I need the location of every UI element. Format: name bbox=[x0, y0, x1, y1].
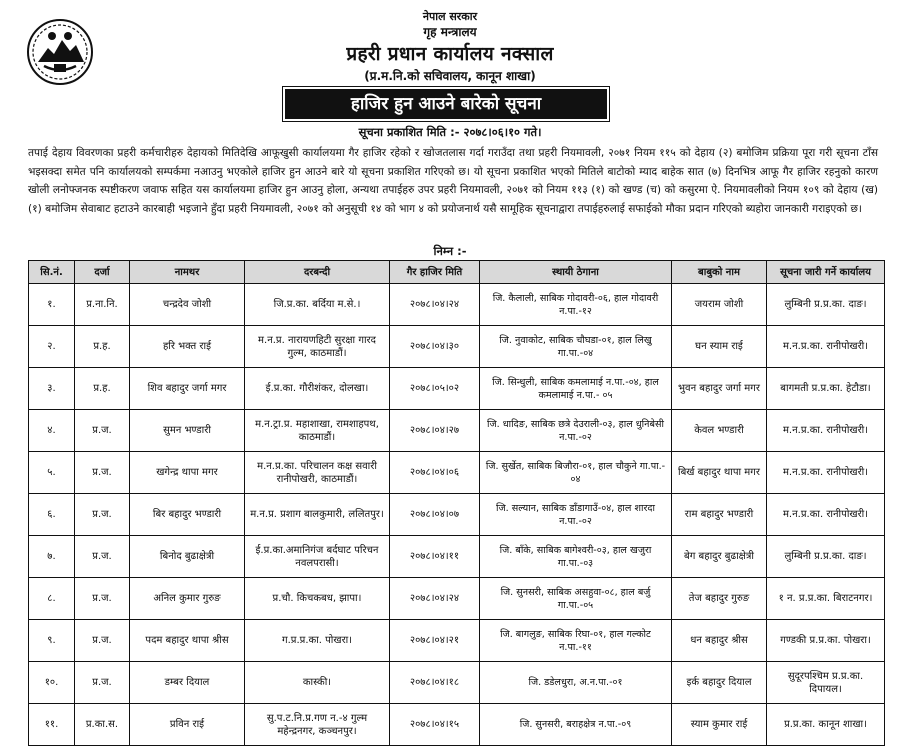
address-cell: जि. बाँके, साबिक बागेश्वरी-०३, हाल खजुरा गा.पा.-०३ bbox=[480, 536, 672, 578]
name-cell: पदम बहादुर थापा श्रीस bbox=[130, 620, 245, 662]
address-cell: जि. बागलुङ, साबिक रिघा-०१, हाल गल्कोट न.पा.-११ bbox=[480, 620, 672, 662]
serial-cell: ९. bbox=[29, 620, 75, 662]
rank-cell: प्र.ह. bbox=[75, 326, 130, 368]
branch-name: (प्र.म.नि.को सचिवालय, कानून शाखा) bbox=[364, 69, 536, 83]
name-cell: सुमन भण्डारी bbox=[130, 410, 245, 452]
post-cell: म.न.ट्रा.प्र. महाशाखा, रामशाहपथ, काठमाडौं। bbox=[245, 410, 390, 452]
serial-cell: ३. bbox=[29, 368, 75, 410]
rank-cell: प्र.ज. bbox=[75, 410, 130, 452]
absent-date-cell: २०७८।०४।१८ bbox=[390, 662, 480, 704]
absent-date-cell: २०७८।०४।११ bbox=[390, 536, 480, 578]
name-cell: शिव बहादुर जर्गा मगर bbox=[130, 368, 245, 410]
father-name-cell: इर्क बहादुर दियाल bbox=[672, 662, 767, 704]
address-cell: जि. सुनसरी, साबिक असहुवा-०८, हाल बर्जु गा.पा.-०५ bbox=[480, 578, 672, 620]
table-row bbox=[29, 536, 885, 578]
address-cell: जि. धादिङ, साबिक छत्रे देउराली-०३, हाल धुनिबेसी न.पा.-०२ bbox=[480, 410, 672, 452]
father-name-cell: स्याम कुमार राई bbox=[672, 704, 767, 746]
post-cell: म.न.प्र.का. परिचालन कक्ष सवारी रानीपोखरी, काठमाडौं। bbox=[245, 452, 390, 494]
government-name: नेपाल सरकार bbox=[422, 10, 478, 23]
address-cell: जि. सुर्खेत, साबिक बिजौरा-०१, हाल चौकुने गा.पा.- ०४ bbox=[480, 452, 672, 494]
father-name-cell: राम बहादुर भण्डारी bbox=[672, 494, 767, 536]
absent-date-cell: २०७८।०४।२१ bbox=[390, 620, 480, 662]
list-title: निम्न :- bbox=[433, 244, 467, 258]
table-row bbox=[29, 704, 885, 746]
issuing-office-cell: लुम्बिनी प्र.प्र.का. दाङ। bbox=[767, 284, 885, 326]
address-cell: जि. सुनसरी, बराहक्षेत्र न.पा.-०९ bbox=[480, 704, 672, 746]
absent-date-cell: २०७८।०४।१५ bbox=[390, 704, 480, 746]
ministry-name: गृह मन्त्रालय bbox=[423, 25, 477, 39]
issuing-office-cell: म.न.प्र.का. रानीपोखरी। bbox=[767, 494, 885, 536]
absent-date-cell: २०७८।०४।२४ bbox=[390, 284, 480, 326]
absent-date-cell: २०७८।०४।०७ bbox=[390, 494, 480, 536]
serial-cell: ११. bbox=[29, 704, 75, 746]
rank-cell: प्र.का.स. bbox=[75, 704, 130, 746]
header-cell: दरबन्दी bbox=[245, 261, 390, 284]
absent-date-cell: २०७८।०४।२७ bbox=[390, 410, 480, 452]
table-row bbox=[29, 452, 885, 494]
father-name-cell: बेग बहादुर बुढाक्षेत्री bbox=[672, 536, 767, 578]
absent-date-cell: २०७८।०४।३० bbox=[390, 326, 480, 368]
post-cell: प्र.चौ. किचकबध, झापा। bbox=[245, 578, 390, 620]
notice-title: हाजिर हुन आउने बारेको सूचना bbox=[285, 89, 607, 119]
issuing-office-cell: प्र.प्र.का. कानून शाखा। bbox=[767, 704, 885, 746]
rank-cell: प्र.ह. bbox=[75, 368, 130, 410]
serial-cell: ८. bbox=[29, 578, 75, 620]
serial-cell: ५. bbox=[29, 452, 75, 494]
issuing-office-cell: म.न.प्र.का. रानीपोखरी। bbox=[767, 410, 885, 452]
father-name-cell: केवल भण्डारी bbox=[672, 410, 767, 452]
serial-cell: २. bbox=[29, 326, 75, 368]
rank-cell: प्र.ज. bbox=[75, 536, 130, 578]
serial-cell: १. bbox=[29, 284, 75, 326]
name-cell: डम्बर दियाल bbox=[130, 662, 245, 704]
header-cell: नामथर bbox=[130, 261, 245, 284]
table-row bbox=[29, 368, 885, 410]
serial-cell: १०. bbox=[29, 662, 75, 704]
father-name-cell: जयराम जोशी bbox=[672, 284, 767, 326]
name-cell: चन्द्रदेव जोशी bbox=[130, 284, 245, 326]
father-name-cell: घन स्याम राई bbox=[672, 326, 767, 368]
name-cell: बिर बहादुर भण्डारी bbox=[130, 494, 245, 536]
issuing-office-cell: गण्डकी प्र.प्र.का. पोखरा। bbox=[767, 620, 885, 662]
name-cell: अनिल कुमार गुरुङ bbox=[130, 578, 245, 620]
issuing-office-cell: १ न. प्र.प्र.का. बिराटनगर। bbox=[767, 578, 885, 620]
table-row bbox=[29, 494, 885, 536]
post-cell: ई.प्र.का.अमानिगंज बर्दघाट परिचन नवलपरासी। bbox=[245, 536, 390, 578]
address-cell: जि. सल्यान, साबिक डाँडागाउँ-०४, हाल शारदा न.पा.-०२ bbox=[480, 494, 672, 536]
absent-officers-table bbox=[28, 260, 885, 746]
header-cell: दर्जा bbox=[75, 261, 130, 284]
rank-cell: प्र.ज. bbox=[75, 620, 130, 662]
header-cell: बाबुको नाम bbox=[672, 261, 767, 284]
table-header-row bbox=[29, 261, 885, 284]
header-cell: स्थायी ठेगाना bbox=[480, 261, 672, 284]
post-cell: कास्की। bbox=[245, 662, 390, 704]
rank-cell: प्र.ज. bbox=[75, 578, 130, 620]
table-row bbox=[29, 284, 885, 326]
issuing-office-cell: सुदूरपश्चिम प्र.प्र.का. दिपायल। bbox=[767, 662, 885, 704]
table-row bbox=[29, 662, 885, 704]
serial-cell: ६. bbox=[29, 494, 75, 536]
address-cell: जि. डडेलधुरा, अ.न.पा.-०१ bbox=[480, 662, 672, 704]
post-cell: सु.प.ट.नि.प्र.गण न.-४ गुल्म महेन्द्रनगर, कञ्चनपुर। bbox=[245, 704, 390, 746]
publication-date: सूचना प्रकाशित मिति :- २०७८।०६।१० गते। bbox=[358, 125, 542, 139]
header-cell: सूचना जारी गर्ने कार्यालय bbox=[767, 261, 885, 284]
address-cell: जि. कैलाली, साबिक गोदावरी-०६, हाल गोदावरी न.पा.-१२ bbox=[480, 284, 672, 326]
father-name-cell: बिर्ख बहादुर थापा मगर bbox=[672, 452, 767, 494]
rank-cell: प्र.ज. bbox=[75, 494, 130, 536]
address-cell: जि. नुवाकोट, साबिक चौघडा-०१, हाल लिखु गा.पा.-०४ bbox=[480, 326, 672, 368]
serial-cell: ७. bbox=[29, 536, 75, 578]
post-cell: म.न.प्र. प्रशाग बालकुमारी, ललितपुर। bbox=[245, 494, 390, 536]
name-cell: खगेन्द्र थापा मगर bbox=[130, 452, 245, 494]
rank-cell: प्र.ज. bbox=[75, 452, 130, 494]
header-cell: गैर हाजिर मिति bbox=[390, 261, 480, 284]
table-row bbox=[29, 578, 885, 620]
notice-body: तपाई देहाय विवरणका प्रहरी कर्मचारीहरु देहायको मितिदेखि आफूखुसी कार्यालयमा गैर हाजिर रहेको र खोजतलास गर्दा गराउँदा तथा प्रहरी नियमावली, २०७१ नियम ११५ को देहाय (२) बमोजिम प्रक्रिया पूरा गरी सूचना टाँस भइसक्दा समेत पनि कार्यालयको सम्पर्कमा नआउनु भएकोले हाजिर हुन आउने बारे यो सूचना प्रकाशित गरिएको छ। यो सूचना प्रकाशित भएको मितिले बाटोको म्याद बाहेक सात (७) दिनभित्र आफू गैर हाजिर रहनुको कारण खोली लनोफ्जनक स्पष्टीकरण जवाफ सहित यस कार्यालयमा हाजिर हुन आउनु होला, अन्यथा तपाईहरु उपर प्रहरी नियमावली, २०७१ को नियम ११३ (१) को खण्ड (च) को कसुरमा ऐ. नियमावलीको नियम १०९ को देहाय (ख) (१) बमोजिम सेवाबाट हटाउने कारबाही भइजाने हुँदा प्रहरी नियमावली, २०७१ को अनुसूची १४ को भाग ४ को प्रयोजनार्थ यसै सामूहिक सूचनाद्वारा तपाईहरुलाई सफाईको मौका प्रदान गरिएको ब्यहोरा जानकारी गराइएको छ। bbox=[28, 147, 878, 215]
header-cell: सि.नं. bbox=[29, 261, 75, 284]
father-name-cell: भुवन बहादुर जर्गा मगर bbox=[672, 368, 767, 410]
name-cell: प्रविन राई bbox=[130, 704, 245, 746]
absent-date-cell: २०७८।०५।०२ bbox=[390, 368, 480, 410]
father-name-cell: धन बहादुर श्रीस bbox=[672, 620, 767, 662]
table-row bbox=[29, 410, 885, 452]
rank-cell: प्र.ना.नि. bbox=[75, 284, 130, 326]
name-cell: हरि भक्त राई bbox=[130, 326, 245, 368]
office-name: प्रहरी प्रधान कार्यालय नक्साल bbox=[346, 43, 554, 65]
absent-date-cell: २०७८।०४।०६ bbox=[390, 452, 480, 494]
post-cell: जि.प्र.का. बर्दिया म.से.। bbox=[245, 284, 390, 326]
issuing-office-cell: म.न.प्र.का. रानीपोखरी। bbox=[767, 326, 885, 368]
post-cell: ग.प्र.प्र.का. पोखरा। bbox=[245, 620, 390, 662]
absent-date-cell: २०७८।०४।२४ bbox=[390, 578, 480, 620]
issuing-office-cell: बागमती प्र.प्र.का. हेटौडा। bbox=[767, 368, 885, 410]
post-cell: ई.प्र.का. गौरीशंकर, दोलखा। bbox=[245, 368, 390, 410]
serial-cell: ४. bbox=[29, 410, 75, 452]
father-name-cell: तेज बहादुर गुरुङ bbox=[672, 578, 767, 620]
table-row bbox=[29, 620, 885, 662]
issuing-office-cell: लुम्बिनी प्र.प्र.का. दाङ। bbox=[767, 536, 885, 578]
post-cell: म.न.प्र. नारायणहिटी सुरक्षा गारद गुल्म, काठमाडौं। bbox=[245, 326, 390, 368]
issuing-office-cell: म.न.प्र.का. रानीपोखरी। bbox=[767, 452, 885, 494]
address-cell: जि. सिन्धुली, साबिक कमलामाई न.पा.-०४, हाल कमलामाई न.पा.- ०५ bbox=[480, 368, 672, 410]
table-row bbox=[29, 326, 885, 368]
rank-cell: प्र.ज. bbox=[75, 662, 130, 704]
name-cell: बिनोद बुढाक्षेत्री bbox=[130, 536, 245, 578]
letterhead bbox=[0, 0, 900, 145]
